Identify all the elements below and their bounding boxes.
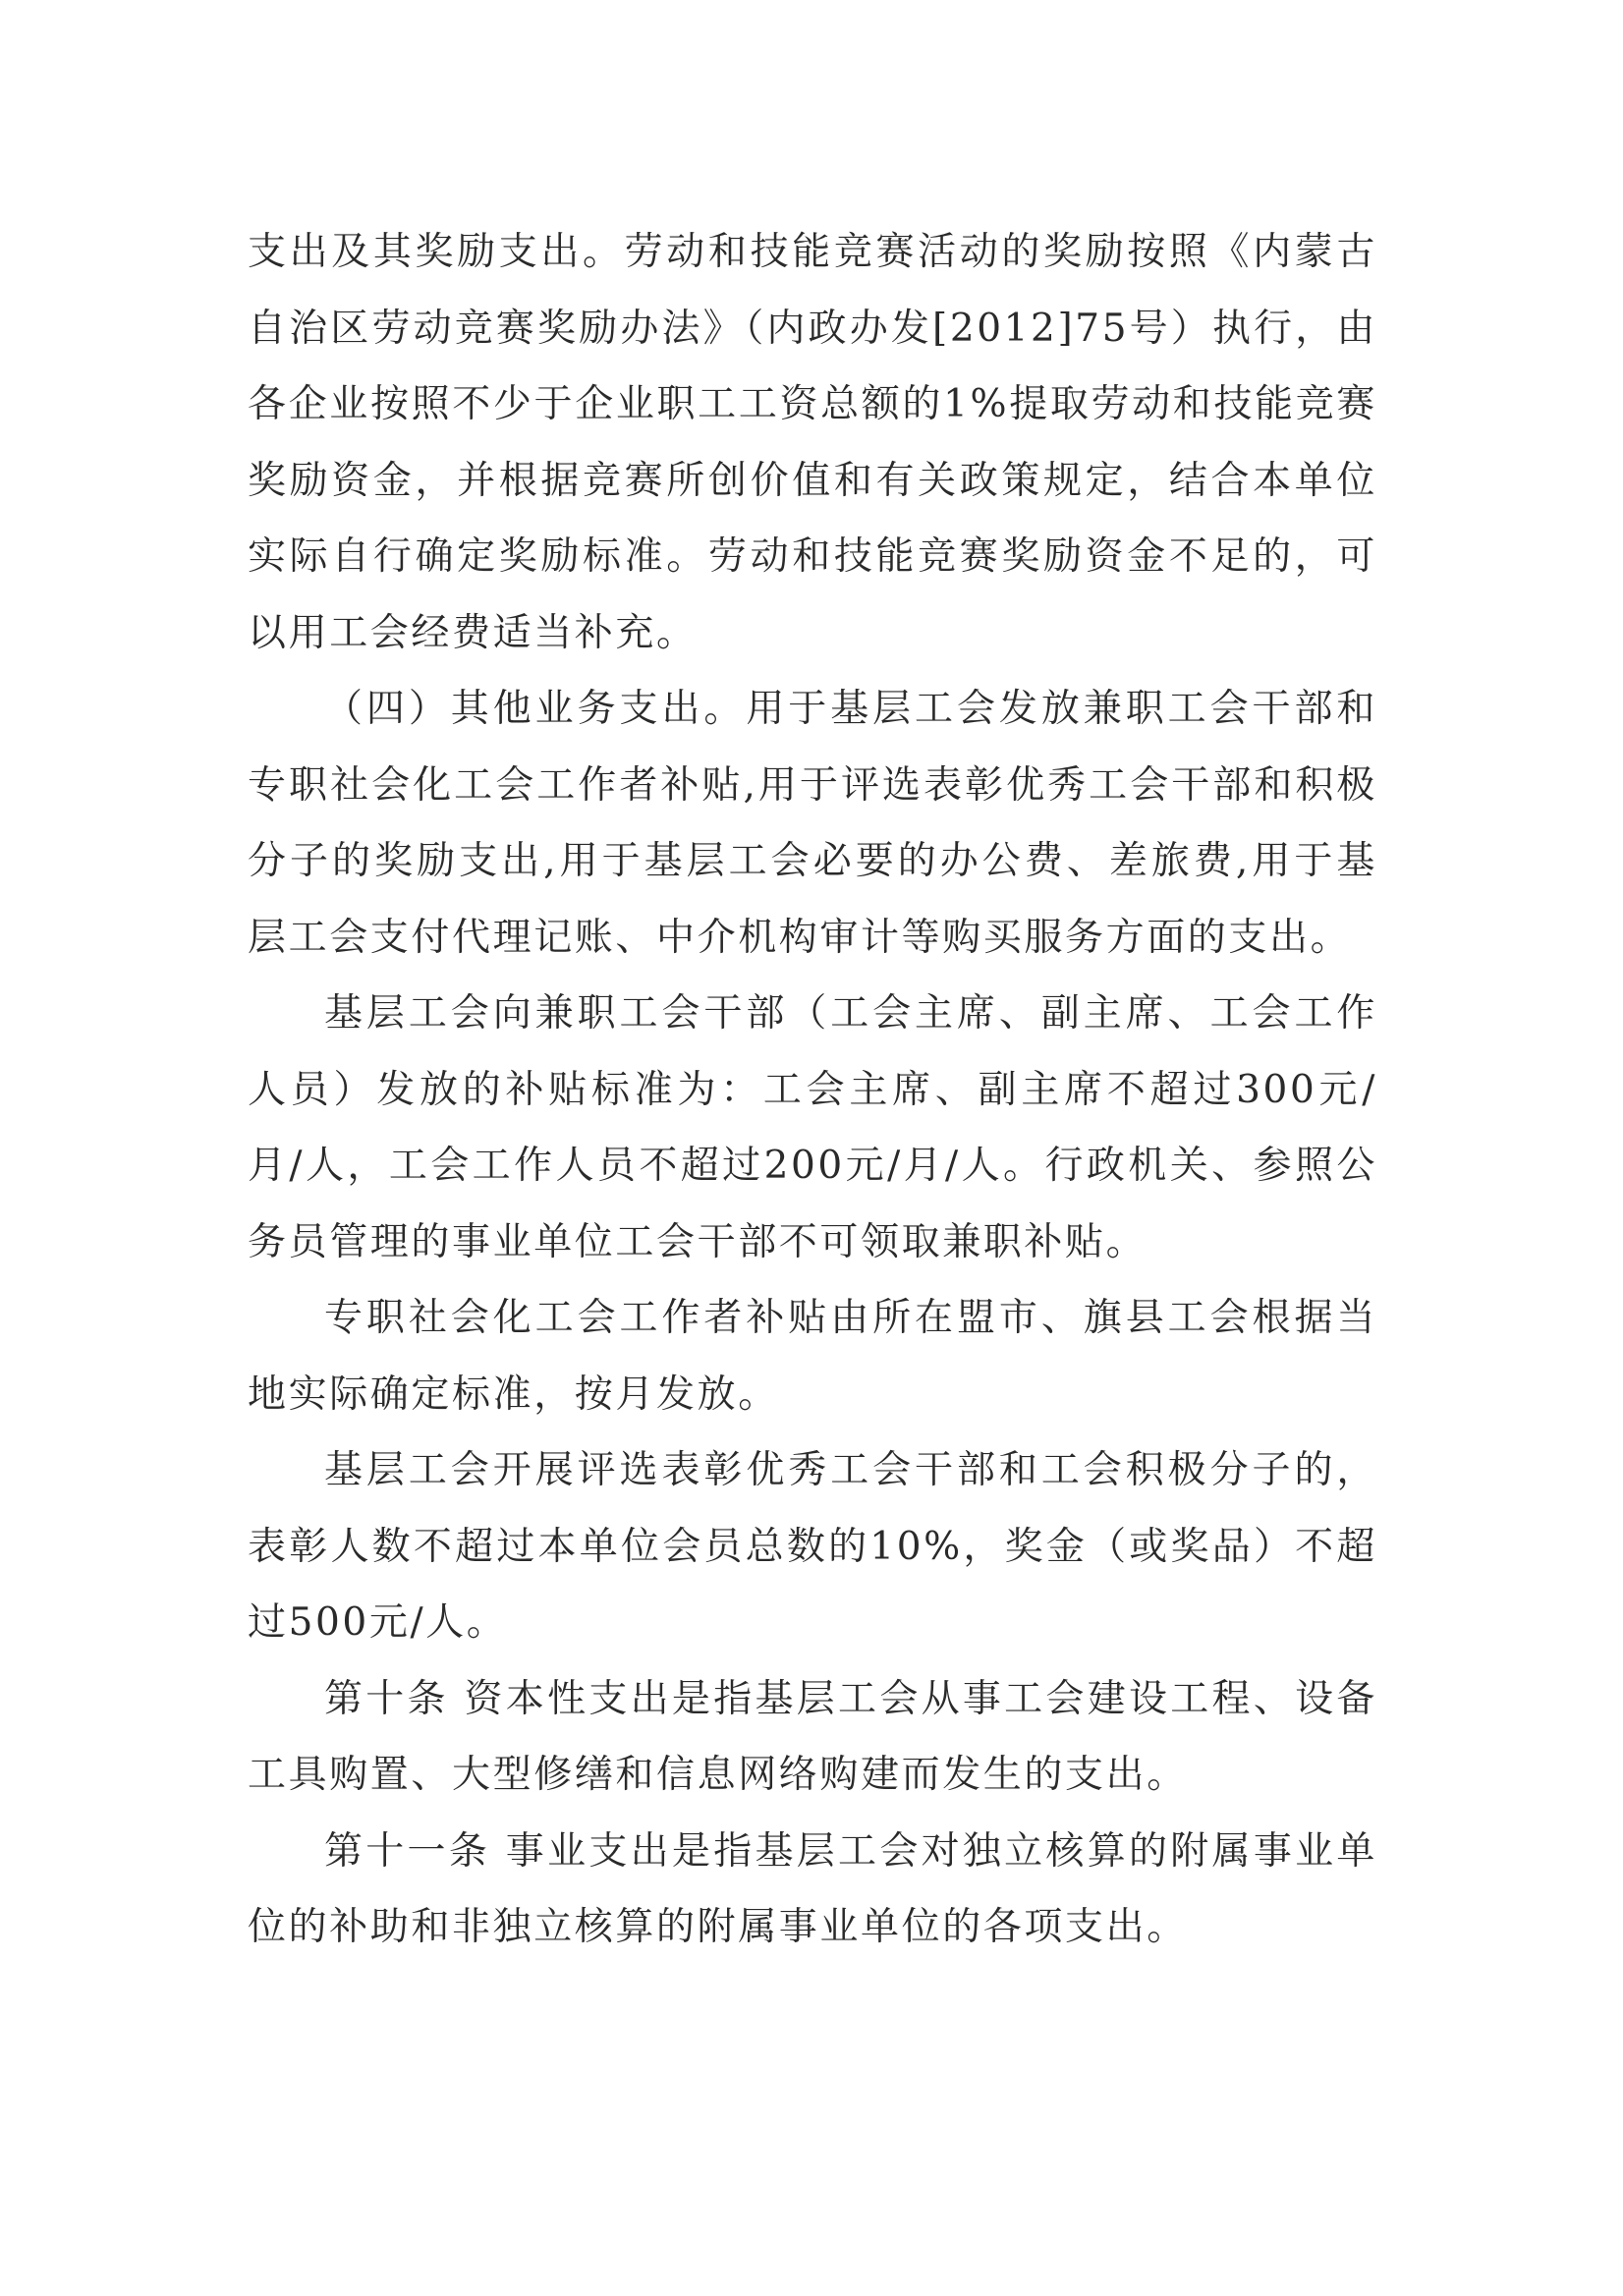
paragraph-full-time-worker-subsidy: 专职社会化工会工作者补贴由所在盟市、旗县工会根据当地实际确定标准，按月发放。 (248, 1296, 1377, 1417)
paragraph-part-time-subsidy-standard: 基层工会向兼职工会干部（工会主席、副主席、工会工作人员）发放的补贴标准为：工会主席、副主席不超过300元/月/人，工会工作人员不超过200元/月/人。行政机关、参照公务员管理的事业单位工会干部不可领取兼职补贴。 (248, 991, 1377, 1264)
paragraph-reward-expenses: 支出及其奖励支出。劳动和技能竞赛活动的奖励按照《内蒙古自治区劳动竞赛奖励办法》（内政办发[2012]75号）执行，由各企业按照不少于企业职工工资总额的1%提取劳动和技能竞赛奖励资金，并根据竞赛所创价值和有关政策规定，结合本单位实际自行确定奖励标准。劳动和技能竞赛奖励资金不足的，可以用工会经费适当补充。 (248, 230, 1377, 655)
paragraph-article-10: 第十条 资本性支出是指基层工会从事工会建设工程、设备工具购置、大型修缮和信息网络购建而发生的支出。 (248, 1676, 1377, 1797)
paragraph-article-11: 第十一条 事业支出是指基层工会对独立核算的附属事业单位的补助和非独立核算的附属事业单位的各项支出。 (248, 1828, 1377, 1949)
paragraph-other-business-expenses: （四）其他业务支出。用于基层工会发放兼职工会干部和专职社会化工会工作者补贴,用于评选表彰优秀工会干部和积极分子的奖励支出,用于基层工会必要的办公费、差旅费,用于基层工会支付代理记账、中介机构审计等购买服务方面的支出。 (248, 687, 1377, 960)
document-body (248, 214, 1377, 1966)
paragraph-commendation-limits: 基层工会开展评选表彰优秀工会干部和工会积极分子的，表彰人数不超过本单位会员总数的10%，奖金（或奖品）不超过500元/人。 (248, 1448, 1377, 1645)
